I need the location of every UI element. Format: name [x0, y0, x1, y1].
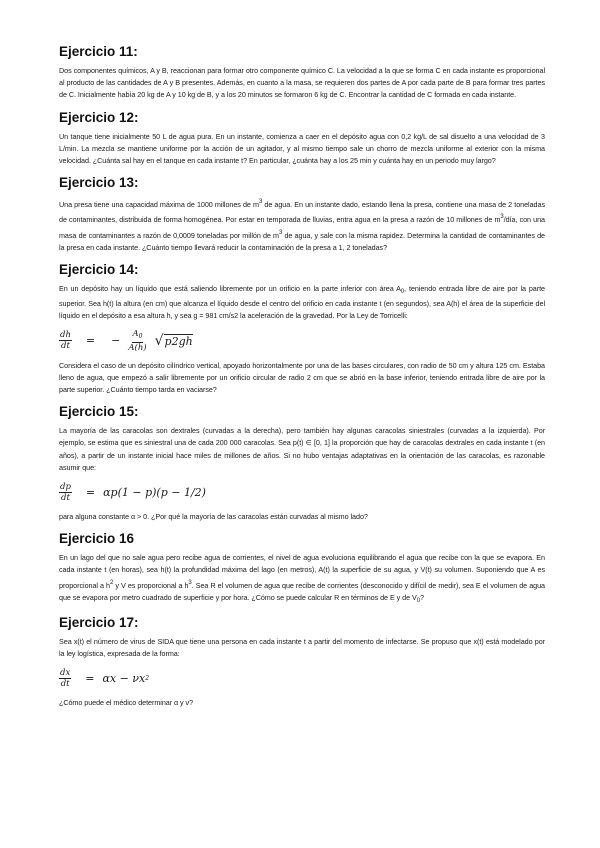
- exercise-16-title: Ejercicio 16: [59, 531, 135, 547]
- exercise-15: [59, 404, 545, 523]
- exercise-17-text-2: ¿Cómo puede el médico determinar α y ν?: [59, 698, 194, 708]
- document-page: [59, 44, 545, 718]
- exercise-13-text: Una presa tiene una capacidad máxima de 1000 millones de $m^3$ de agua. En un instante dado, estando llena la presa, contiene una masa de 2 toneladas de contaminantes, distribuida de forma homogénea. Por estar en temporada de lluvias, entra agua en la presa a razón de 10 millones de $m^3$/día, con una masa de contaminantes a razón de 0,0009 toneladas por millón de $m^3$ de agua, y sale con la misma rapidez. Determina la cantidad de contaminantes de la presa en cada instante. ¿Cuánto tiempo llevará reducir la contaminación de la presa a 1, 2 toneladas?: [59, 199, 545, 252]
- exercise-12-title: Ejercicio 12:: [59, 109, 139, 125]
- exercise-12-text: Un tanque tiene inicialmente 50 L de agua pura. En un instante, comienza a caer en el depósito agua con 0,2 kg/L de sal disuelto a una velocidad de 3 L/min. La mezcla se mantiene uniforme por la acción de un agitador, y al mismo tiempo sale un chorro de mezcla uniforme al exterior con la misma velocidad. ¿Cuánta sal hay en el tanque en cada instante t? En particular, ¿cuánta hay a los 25 min y cuánta hay en un periodo muy largo?: [59, 131, 545, 166]
- exercise-11-text: Dos componentes químicos, A y B, reaccionan para formar otro componente químico C. La velocidad a la que se forma C en cada instante es proporcional al producto de las cantidades de A y B presentes. Además, en cuanto a la masa, se requieren dos partes de A por cada parte de B para formar tres partes de C. Inicialmente había 20 kg de A y 10 kg de B, y a los 20 minutos se formaron 6 kg de C. Encontrar la cantidad de C formada en cada instante.: [59, 66, 545, 100]
- exercise-15-text-1: La mayoría de las caracolas son dextrales (curvadas a la derecha), pero también hay algunas caracolas siniestrales (curvadas a la izquierda). Por ejemplo, se estima que es siniestral una de cada 200 000 caracolas. Sea p(t) ∈ [0, 1] la proporción que hay de caracolas dextrales en cada instante t (en años), a partir de un instante inicial hace miles de millones de años. Si no hubo ventajas adaptativas en la orientación de las caracolas, es razonable asumir que:: [59, 426, 545, 472]
- exercise-17-title: Ejercicio 17:: [59, 615, 139, 631]
- exercise-14: [59, 262, 545, 396]
- exercise-15-text-2: para alguna constante α > 0. ¿Por qué la mayoría de las caracolas están curvadas al mismo lado?: [59, 512, 368, 522]
- exercise-11: [59, 44, 545, 102]
- exercise-11-title: Ejercicio 11:: [59, 44, 138, 59]
- snail-equation: $\frac{dp}{dt}$ = αp(1 − p)(p − 1/2): [60, 481, 206, 503]
- exercise-14-text-1: En un depósito hay un líquido que está saliendo libremente por un orificio en la parte inferior con área $A_0$, teniendo entrada libre de aire por la parte superior. Sea h(t) la altura (en cm) que alcanza el líquido desde el centro del orificio en cada instante t (en segundos), sea A(h) el área de la superficie del líquido en el depósito a esa altura h, y sea g = 981 cm/s2 la aceleración de la gravedad. Por la Ley de Torricelli:: [59, 284, 545, 321]
- exercise-14-text-2: Considera el caso de un depósito cilíndrico vertical, apoyado horizontalmente por una de las bases circulares, con radio de 50 cm y altura 125 cm. Estaba lleno de agua, que empezó a salir libremente por un orificio circular de radio 2 cm que se abrió en la base inferior, teniendo entrada libre de aire por la parte superior. ¿Cuánto tiempo tarda en vaciarse?: [59, 360, 545, 395]
- exercise-15-title: Ejercicio 15:: [59, 404, 139, 420]
- exercise-13-title: Ejercicio 13:: [59, 175, 139, 191]
- exercise-13: [59, 175, 545, 254]
- exercise-16-text: En un lago del que no sale agua pero recibe agua de corrientes, el nivel de agua evoluciona equilibrando el agua que recibe con la que se evapora. En cada instante t (en horas), sea h(t) la profundidad máxima del lago (en metros), A(t) la superficie de su agua, y V(t) su volumen. Suponiendo que A es proporcional a $h^2$ y V es proporcional a $h^3$. Sea R el volumen de agua que recibe de corrientes (desconocido y difícil de medir), sea E el volumen de agua que se evapora por metro cuadrado de superficie y por hora. ¿Cómo se puede calcular R en términos de E y de $V_0$?: [59, 553, 545, 604]
- exercise-17: [59, 615, 545, 710]
- logistic-equation: $\frac{dx}{dt}$ = αx − νx 2: [60, 667, 150, 689]
- exercise-12: [59, 110, 545, 168]
- exercise-14-title: Ejercicio 14:: [59, 262, 139, 278]
- exercise-16: [59, 531, 545, 607]
- torricelli-equation: $\frac{dh}{dt}$ = − $\frac{A_0}{A(h)}$ √ p2gh: [60, 328, 193, 353]
- exercise-17-text-1: Sea x(t) el número de virus de SIDA que tiene una persona en cada instante t a partir del momento de infectarse. Se propuso que x(t) está modelado por la ley logística, expresada de la forma:: [59, 637, 545, 659]
